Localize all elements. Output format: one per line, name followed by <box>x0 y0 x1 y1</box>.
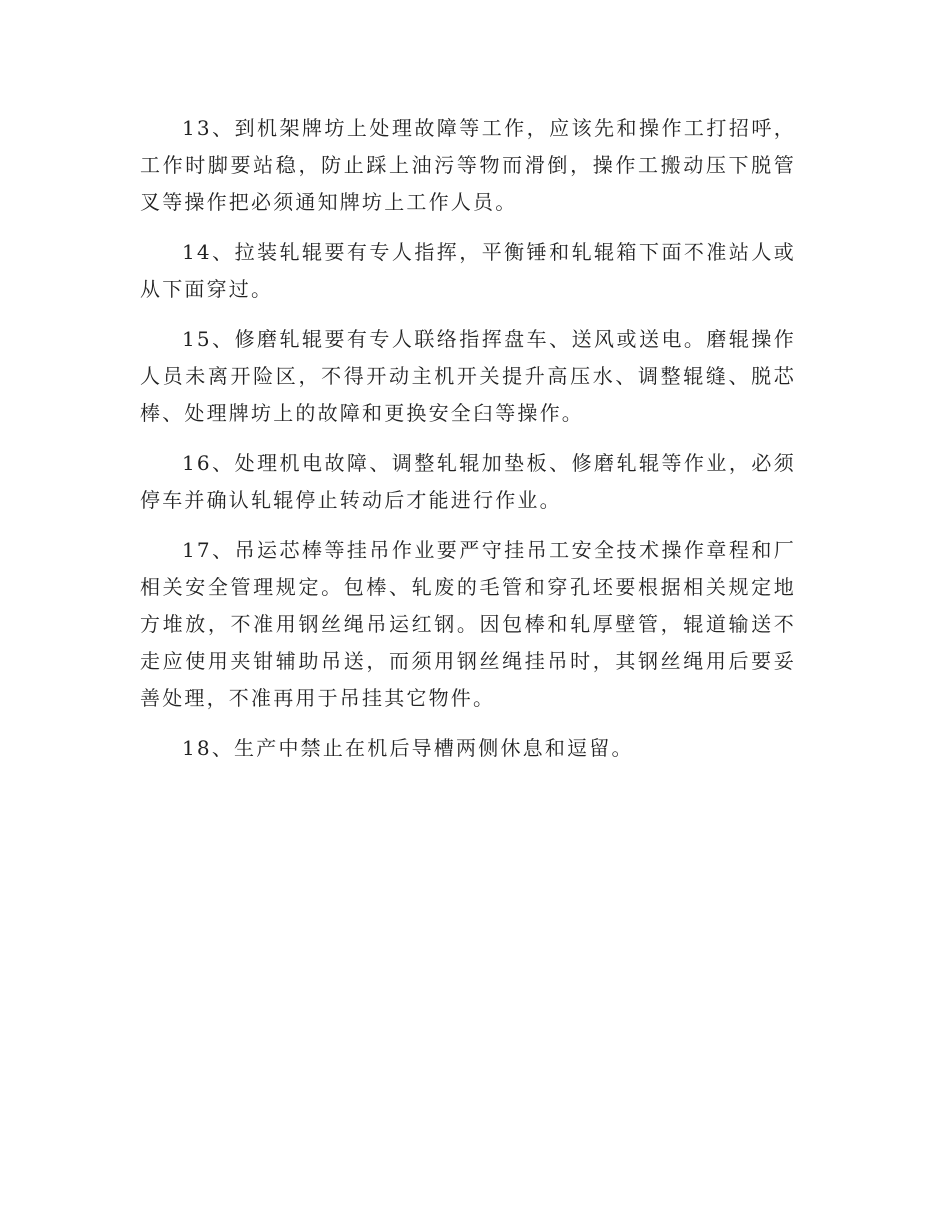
paragraph-16: 16、处理机电故障、调整轧辊加垫板、修磨轧辊等作业，必须停车并确认轧辊停止转动后才能进行作业。 <box>140 451 796 512</box>
paragraph-13: 13、到机架牌坊上处理故障等工作，应该先和操作工打招呼，工作时脚要站稳，防止踩上油污等物而滑倒，操作工搬动压下脱管叉等操作把必须通知牌坊上工作人员。 <box>140 116 796 214</box>
document-body <box>140 110 796 780</box>
paragraph-14: 14、拉装轧辊要有专人指挥，平衡锤和轧辊箱下面不准站人或从下面穿过。 <box>140 240 796 301</box>
paragraph-18: 18、生产中禁止在机后导槽两侧休息和逗留。 <box>182 736 634 760</box>
paragraph-15: 15、修磨轧辊要有专人联络指挥盘车、送风或送电。磨辊操作人员未离开险区，不得开动主机开关提升高压水、调整辊缝、脱芯棒、处理牌坊上的故障和更换安全臼等操作。 <box>140 327 796 425</box>
paragraph-17: 17、吊运芯棒等挂吊作业要严守挂吊工安全技术操作章程和厂相关安全管理规定。包棒、轧废的毛管和穿孔坯要根据相关规定地方堆放，不准用钢丝绳吊运红钢。因包棒和轧厚壁管，辊道输送不走应使用夹钳辅助吊送，而须用钢丝绳挂吊时，其钢丝绳用后要妥善处理，不准再用于吊挂其它物件。 <box>140 538 796 710</box>
